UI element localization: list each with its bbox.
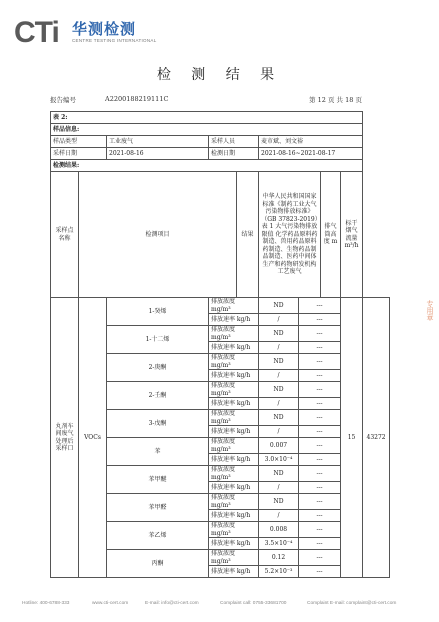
concentration-value: ND [259,494,299,510]
compound-name: 2-庚酮 [107,354,209,382]
collector-label: 采样人员 [209,136,259,148]
concentration-label: 排放浓度 mg/m³ [209,382,259,398]
compound-name: 苯乙烯 [107,522,209,550]
report-number: A2200188219111C [105,95,169,103]
logo-name-en: CENTRE TESTING INTERNATIONAL [72,38,157,43]
emission-rate-limit: --- [299,566,341,578]
table-row [51,298,390,314]
compound-name: 2-壬酮 [107,382,209,410]
emission-rate-label: 排放速率 kg/h [209,398,259,410]
emission-rate-value: 3.0×10⁻⁴ [259,454,299,466]
collector-value: 麦市斌、刘文裕 [259,136,363,148]
sample-type-label: 样品类型 [51,136,107,148]
col-header-result: 结果 [237,172,259,298]
concentration-limit: --- [299,522,341,538]
company-logo [14,14,164,54]
emission-rate-label: 排放速率 kg/h [209,510,259,522]
emission-rate-value: / [259,482,299,494]
emission-rate-label: 排放速率 kg/h [209,426,259,438]
concentration-limit: --- [299,410,341,426]
emission-rate-value: / [259,426,299,438]
concentration-limit: --- [299,298,341,314]
col-header-standard: 中华人民共和国国家标准《制药工业大气污染物排放标准》（GB 37823-2019）表 1 大气污染物排放限值 化学药品原料药制造、兽用药品原料药制造、生物药品制品制造、医药中间体生产和药物研发机构工艺废气 [259,172,321,298]
emission-rate-limit: --- [299,510,341,522]
sample-date-value: 2021-08-16 [107,148,209,160]
sampling-point-name: 丸剂车间废气处理后采样口 [51,298,79,578]
emission-rate-limit: --- [299,370,341,382]
emission-rate-label: 排放速率 kg/h [209,482,259,494]
concentration-value: ND [259,466,299,482]
compound-name: 苯甲醚 [107,466,209,494]
emission-rate-label: 排放速率 kg/h [209,314,259,326]
page-title: 检 测 结 果 [156,67,283,83]
col-header-flow: 标干烟气流量 m³/h [341,172,363,298]
logo-name-cn: 华测检测 [72,20,137,38]
compound-name: 1-癸烯 [107,298,209,326]
concentration-limit: --- [299,354,341,370]
concentration-label: 排放浓度 mg/m³ [209,466,259,482]
emission-rate-label: 排放速率 kg/h [209,566,259,578]
page-number: 12 [317,96,326,104]
concentration-value: ND [259,410,299,426]
page-prefix: 第 [309,96,316,104]
compound-name: 3-戊酮 [107,410,209,438]
page-suffix: 页 [355,96,362,104]
footer-web: www.cti-cert.com [92,601,129,606]
concentration-label: 排放浓度 mg/m³ [209,522,259,538]
report-number-label: 报告编号 [50,96,76,104]
sample-date-label: 采样日期 [51,148,107,160]
concentration-label: 排放浓度 mg/m³ [209,494,259,510]
concentration-value: ND [259,382,299,398]
logo-mark: CTi [14,16,59,49]
emission-rate-limit: --- [299,398,341,410]
compound-name: 丙酮 [107,550,209,578]
emission-rate-value: / [259,398,299,410]
voc-group-label: VOCs [79,298,107,578]
stack-height-value: 15 [341,298,363,578]
col-header-point: 采样点名称 [51,172,79,298]
concentration-value: ND [259,326,299,342]
concentration-limit: --- [299,326,341,342]
concentration-limit: --- [299,466,341,482]
concentration-limit: --- [299,438,341,454]
side-stamp: 专用章 [426,300,434,321]
table-caption: 表 2: [51,112,363,124]
concentration-value: 0.007 [259,438,299,454]
emission-rate-label: 排放速率 kg/h [209,538,259,550]
compound-name: 苯 [107,438,209,466]
compound-name: 苯甲醛 [107,494,209,522]
footer-hotline: Hotline: 400-6788-333 [22,601,70,606]
page-indicator [309,95,362,104]
sample-info-heading: 样品信息: [51,124,363,136]
concentration-value: ND [259,298,299,314]
concentration-limit: --- [299,550,341,566]
emission-rate-value: / [259,370,299,382]
concentration-limit: --- [299,494,341,510]
emission-rate-value: 3.5×10⁻⁴ [259,538,299,550]
emission-rate-limit: --- [299,426,341,438]
flow-rate-value: 43272 [363,298,390,578]
footer-complaint-email: Complaint E-mail: complaint@cti-cert.com [307,601,397,606]
results-heading: 检测结果: [51,160,363,172]
compound-name: 1-十二烯 [107,326,209,354]
emission-rate-label: 排放速率 kg/h [209,370,259,382]
concentration-label: 排放浓度 mg/m³ [209,326,259,342]
concentration-value: ND [259,354,299,370]
emission-rate-limit: --- [299,342,341,354]
emission-rate-limit: --- [299,482,341,494]
concentration-value: 0.008 [259,522,299,538]
concentration-value: 0.12 [259,550,299,566]
emission-rate-value: / [259,314,299,326]
emission-rate-label: 排放速率 kg/h [209,342,259,354]
footer-email: E-mail: info@cti-cert.com [145,601,199,606]
concentration-limit: --- [299,382,341,398]
concentration-label: 排放浓度 mg/m³ [209,410,259,426]
emission-rate-label: 排放速率 kg/h [209,454,259,466]
concentration-label: 排放浓度 mg/m³ [209,550,259,566]
emission-rate-limit: --- [299,538,341,550]
page-mid: 页 共 [327,96,344,104]
emission-rate-value: 5.2×10⁻³ [259,566,299,578]
test-date-value: 2021-08-16~2021-08-17 [259,148,363,160]
emission-rate-value: / [259,510,299,522]
emission-rate-limit: --- [299,314,341,326]
test-date-label: 检测日期 [209,148,259,160]
results-table [50,111,390,578]
footer-complaint-call: Complaint call: 0755-33681700 [220,601,287,606]
col-header-height: 排气筒高度 m [321,172,341,298]
page-total: 18 [345,96,354,104]
concentration-label: 排放浓度 mg/m³ [209,298,259,314]
emission-rate-limit: --- [299,454,341,466]
concentration-label: 排放浓度 mg/m³ [209,438,259,454]
concentration-label: 排放浓度 mg/m³ [209,354,259,370]
sample-type-value: 工业废气 [107,136,209,148]
col-header-item: 检测项目 [79,172,237,298]
emission-rate-value: / [259,342,299,354]
result-rows [51,298,390,578]
